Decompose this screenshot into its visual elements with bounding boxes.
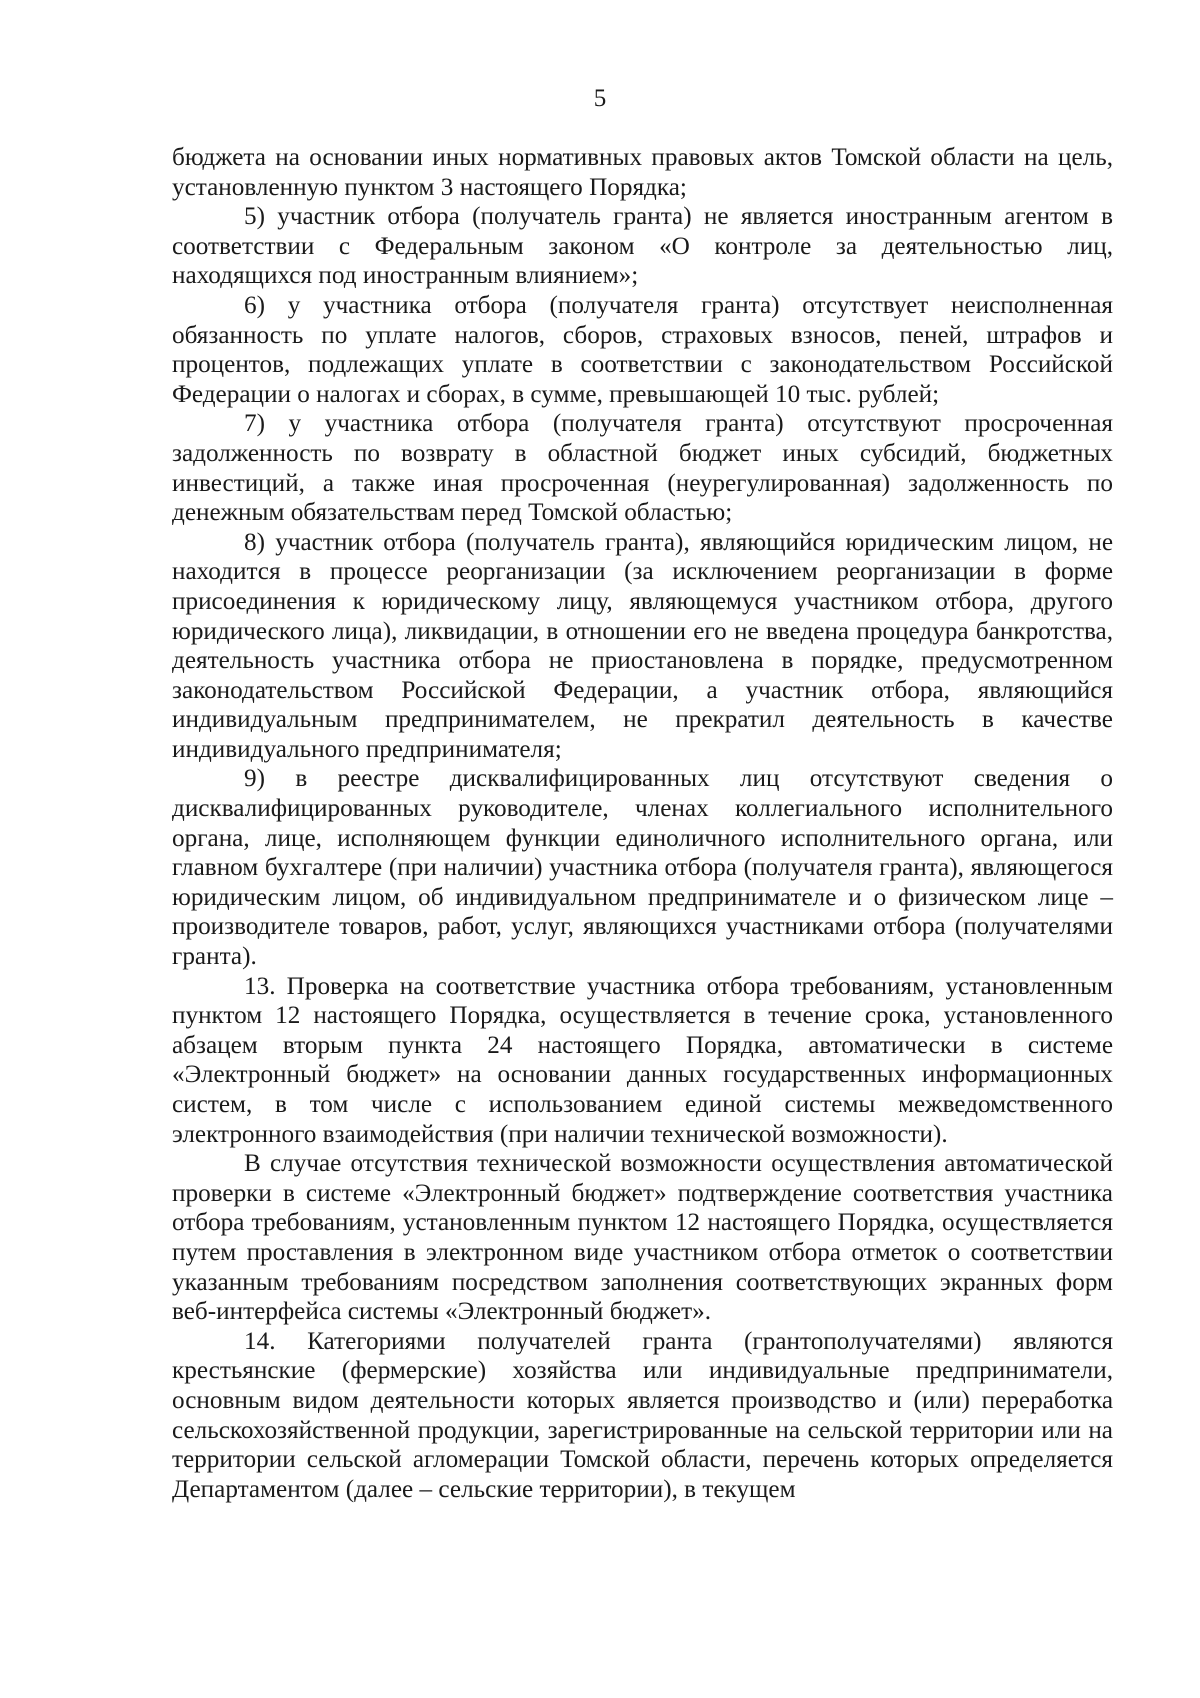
paragraph-item-6: 6) у участника отбора (получателя гранта) отсутствует неисполненная обязанность по уплате налогов, сборов, страховых взносов, пеней, штрафов и процентов, подлежащих уплате в соответствии с законодательством Российской Федерации о налогах и сборах, в сумме, превышающей 10 тыс. рублей;: [172, 291, 1113, 408]
paragraph-item-9: 9) в реестре дисквалифицированных лиц отсутствуют сведения о дисквалифицированных руководителе, членах коллегиального исполнительного органа, лице, исполняющем функции единоличного исполнительного органа, или главном бухгалтере (при наличии) участника отбора (получателя гранта), являющегося юридическим лицом, об индивидуальном предпринимателе и о физическом лице – производителе товаров, работ, услуг, являющихся участниками отбора (получателями гранта).: [172, 765, 1113, 971]
document-body: [172, 143, 1113, 1504]
paragraph-item-7: 7) у участника отбора (получателя гранта) отсутствуют просроченная задолженность по возврату в областной бюджет иных субсидий, бюджетных инвестиций, а также иная просроченная (неурегулированная) задолженность по денежным обязательствам перед Томской областью;: [172, 410, 1113, 527]
paragraph-section-14: 14. Категориями получателей гранта (грантополучателями) являются крестьянские (фермерские) хозяйства или индивидуальные предприниматели, основным видом деятельности которых является производство и (или) переработка сельскохозяйственной продукции, зарегистрированные на сельской территории или на территории сельской агломерации Томской области, перечень которых определяется Департаментом (далее – сельские территории), в текущем: [172, 1327, 1113, 1503]
paragraph-section-13: 13. Проверка на соответствие участника отбора требованиям, установленным пунктом 12 настоящего Порядка, осуществляется в течение срока, установленного абзацем вторым пункта 24 настоящего Порядка, автоматически в системе «Электронный бюджет» на основании данных государственных информационных систем, в том числе с использованием единой системы межведомственного электронного взаимодействия (при наличии технической возможности).: [172, 972, 1113, 1148]
paragraph-item-8: 8) участник отбора (получатель гранта), являющийся юридическим лицом, не находится в процессе реорганизации (за исключением реорганизации в форме присоединения к юридическому лицу, являющемуся участником отбора, другого юридического лица), ликвидации, в отношении его не введена процедура банкротства, деятельность участника отбора не приостановлена в порядке, предусмотренном законодательством Российской Федерации, а участник отбора, являющийся индивидуальным предпринимателем, не прекратил деятельность в качестве индивидуального предпринимателя;: [172, 528, 1113, 763]
paragraph-item-5: 5) участник отбора (получатель гранта) не является иностранным агентом в соответствии с Федеральным законом «О контроле за деятельностью лиц, находящихся под иностранным влиянием»;: [172, 203, 1113, 290]
paragraph-section-13-manual-check: В случае отсутствия технической возможности осуществления автоматической проверки в системе «Электронный бюджет» подтверждение соответствия участника отбора требованиям, установленным пунктом 12 настоящего Порядка, осуществляется путем проставления в электронном виде участником отбора отметок о соответствии указанным требованиям посредством заполнения соответствующих экранных форм веб-интерфейса системы «Электронный бюджет».: [172, 1150, 1113, 1326]
page-number: 5: [593, 85, 607, 112]
paragraph-budget-continuation: бюджета на основании иных нормативных правовых актов Томской области на цель, установленную пунктом 3 настоящего Порядка;: [172, 144, 1113, 201]
